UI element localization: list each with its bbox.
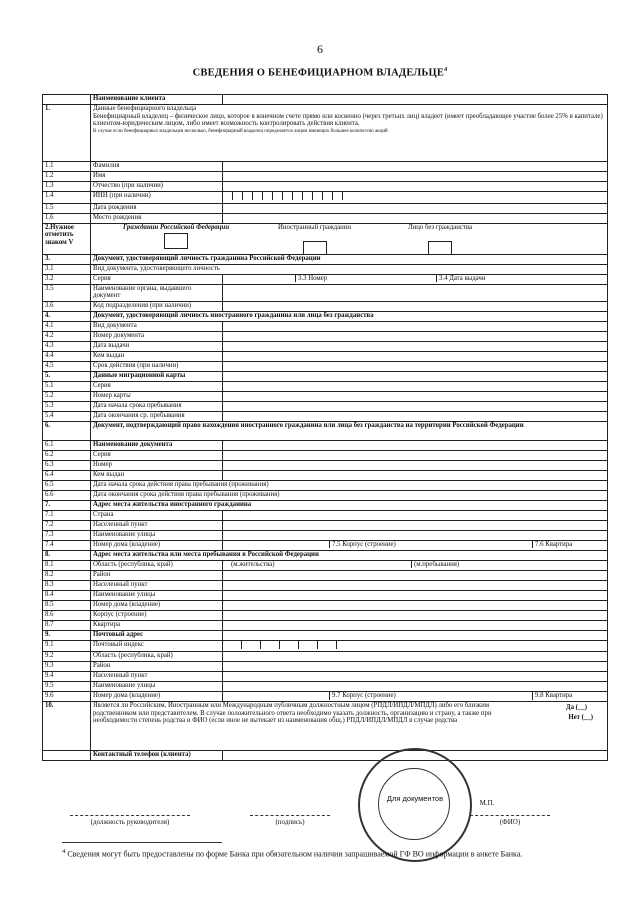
row-label: Серия	[91, 450, 223, 460]
row-num: 8.5	[43, 600, 91, 610]
doc-type-field[interactable]	[91, 264, 608, 274]
sec3-heading: Документ, удостоверяющий личность гражданина Российской Федерации	[91, 254, 608, 264]
position-signature[interactable]	[70, 805, 190, 826]
sec1-heading: Данные бенефициарного владельца	[93, 105, 196, 112]
sec2-num: 2.Нужное отметить знаком V	[43, 223, 91, 254]
pep-question-text: Является ли Российским, Иностранным или Международным публичным должностным лицом (РПДЛ/ИПДЛ/МПДЛ) либо его близким родственником или представителем. В случае положительного ответа необходимо указать должность, организацию и страну, а также при необходимости степень родства и ФИО (если иное не вытекает из наименования общ.) РПДЛ/ИПДЛ/МПДЛ в случае родства	[93, 702, 492, 725]
row-num: 8.4	[43, 590, 91, 600]
row-label: Номер дома (владение)	[91, 692, 223, 702]
row-label: Номер	[91, 460, 223, 470]
district-field[interactable]	[223, 570, 608, 580]
house-field[interactable]	[223, 600, 608, 610]
sec5-heading: Данные миграционной карты	[91, 371, 223, 381]
row-label: Населенный пункт	[91, 520, 223, 530]
row-num: 4.5	[43, 361, 91, 371]
row-label: Наименование органа, выдавшего документ	[91, 284, 223, 301]
region-field[interactable]	[223, 560, 608, 570]
fio-caption: (ФИО)	[499, 818, 521, 826]
migration-end-field[interactable]	[223, 411, 608, 421]
number-sublabel: 3.3 Номер	[295, 275, 436, 283]
row-label: Наименование улицы	[91, 590, 223, 600]
signature-field[interactable]	[250, 805, 330, 826]
checkbox[interactable]	[303, 241, 327, 254]
row-label: Дата выдачи	[91, 341, 223, 351]
row-label: Дата начала срока действия права пребывания (проживания)	[93, 480, 269, 488]
sec10-num: 10.	[43, 702, 91, 751]
citizenship-option-foreign[interactable]	[278, 224, 351, 255]
birth-date-field[interactable]	[223, 203, 608, 213]
row-num: 8.2	[43, 570, 91, 580]
row-num: 3.1	[43, 264, 91, 274]
stamp-text: Для документов	[386, 794, 444, 803]
row-label: Номер карты	[91, 391, 223, 401]
option-label: Гражданин Российской Федерации	[123, 223, 230, 231]
migration-series-field[interactable]	[223, 381, 608, 391]
row-num: 9.4	[43, 672, 91, 682]
row-label: Населенный пункт	[91, 580, 223, 590]
row-num: 1.1	[43, 162, 91, 172]
row-label: Наименование улицы	[91, 682, 223, 692]
row-label: Код подразделения (при наличии)	[91, 301, 223, 311]
building-field[interactable]	[223, 610, 608, 620]
row-label: Район	[91, 662, 223, 672]
row-label: Почтовый индекс	[91, 640, 223, 652]
row-num: 7.3	[43, 530, 91, 540]
division-code-field[interactable]	[223, 301, 608, 311]
row-num: 1.3	[43, 182, 91, 192]
row-label: Дата окончания срока действия права пребывания (проживания)	[93, 490, 280, 498]
sec4-heading: Документ, удостоверяющий личность иностранного гражданина или лица без гражданства	[91, 311, 608, 321]
sec8-heading: Адрес места жительства или места пребывания в Российской Федерации	[91, 550, 608, 560]
contact-num-cell	[43, 751, 91, 761]
sec7-heading: Адрес места жительства иностранного гражданина	[91, 500, 608, 510]
residence-doc-number-field[interactable]	[223, 460, 608, 470]
foreign-doc-validity-field[interactable]	[223, 361, 608, 371]
apartment-field[interactable]	[223, 620, 608, 630]
residence-doc-issuer-field[interactable]	[223, 470, 608, 480]
row-num: 5.1	[43, 381, 91, 391]
row-label: Квартира	[91, 620, 223, 630]
row-label: Срок действия (при наличии)	[91, 361, 223, 371]
row-label: Район	[91, 570, 223, 580]
birth-place-field[interactable]	[223, 213, 608, 223]
row-num: 6.5	[43, 480, 91, 490]
row-label: Вид документа, удостоверяющего личность	[93, 264, 220, 272]
citizenship-option-rf[interactable]	[123, 224, 229, 252]
building-sublabel: 9.7 Корпус (строение)	[329, 692, 532, 700]
row-label: Имя	[91, 172, 223, 182]
stay-col-label: (м.пребывания)	[411, 561, 459, 569]
footnote-text: Сведения могут быть предоставлены по форме Банка при обязательном наличии запрашиваемой ГФ ВО информации в анкете Банка.	[67, 849, 523, 859]
client-num-cell	[43, 95, 91, 105]
foreign-street-field[interactable]	[223, 530, 608, 540]
residence-end-field[interactable]	[91, 490, 608, 500]
foreign-doc-number-field[interactable]	[223, 331, 608, 341]
row-num: 3.6	[43, 301, 91, 311]
row-label: Вид документа	[91, 321, 223, 331]
row-label: Наименование документа	[91, 440, 223, 450]
fio-field[interactable]	[470, 805, 550, 826]
row-label: Кем выдан	[91, 351, 223, 361]
row-num: 1.2	[43, 172, 91, 182]
signature-block	[0, 799, 640, 835]
checkbox[interactable]	[428, 241, 452, 254]
patronymic-field[interactable]	[223, 182, 608, 192]
row-num: 8.1	[43, 560, 91, 570]
postal-index-field[interactable]	[223, 640, 608, 652]
row-label: Место рождения	[91, 213, 223, 223]
sec1-definition: Бенефициарный владелец – физическое лицо, которое в конечном счете прямо или косвенно (через третьих лиц) владеет (имеет преобладающее участие более 25% в капитале) клиентом-юридическим лицом, либо имеет возможность контролировать действия клиента.	[93, 112, 603, 128]
issue-date-sublabel: 3.4 Дата выдачи	[436, 275, 485, 283]
row-label: Дата рождения	[91, 203, 223, 213]
row-num: 4.2	[43, 331, 91, 341]
residence-doc-name-field[interactable]	[223, 440, 608, 450]
footnote	[62, 847, 602, 860]
postal-street-field[interactable]	[223, 682, 608, 692]
pep-no-option[interactable]: Нет (__)	[568, 714, 593, 722]
postal-locality-field[interactable]	[223, 672, 608, 682]
sec9-num: 9.	[43, 630, 91, 640]
surname-field[interactable]	[223, 162, 608, 172]
residence-col-label: (м.жительства)	[231, 560, 275, 568]
client-name-label: Наименование клиента	[91, 95, 223, 105]
row-label: Корпус (строение)	[91, 610, 223, 620]
row-num: 7.4	[43, 540, 91, 550]
sec6-num: 6.	[43, 421, 91, 440]
migration-start-field[interactable]	[223, 401, 608, 411]
foreign-locality-field[interactable]	[223, 520, 608, 530]
foreign-house-field[interactable]	[223, 540, 608, 550]
citizenship-option-stateless[interactable]	[408, 224, 472, 255]
row-num: 4.3	[43, 341, 91, 351]
row-num: 8.3	[43, 580, 91, 590]
row-num: 6.2	[43, 450, 91, 460]
pep-question	[91, 702, 608, 751]
sec7-num: 7.	[43, 500, 91, 510]
row-label: Серия	[91, 381, 223, 391]
beneficiary-form	[42, 94, 608, 761]
row-num: 6.3	[43, 460, 91, 470]
row-num: 6.6	[43, 490, 91, 500]
sec4-num: 4.	[43, 311, 91, 321]
checkbox[interactable]	[164, 233, 188, 249]
footnote-mark: 4	[62, 848, 66, 855]
sec9-heading: Почтовый адрес	[91, 630, 223, 640]
row-num: 6.1	[43, 440, 91, 450]
row-num: 8.7	[43, 620, 91, 630]
sec8-num: 8.	[43, 550, 91, 560]
row-num: 1.5	[43, 203, 91, 213]
pep-yes-option[interactable]: Да (__)	[565, 704, 587, 712]
apartment-sublabel: 7.6 Квартира	[532, 541, 572, 549]
sec9-heading-blank	[223, 630, 608, 640]
client-name-field[interactable]	[223, 95, 608, 105]
row-label: Номер документа	[91, 331, 223, 341]
row-label: Серия	[91, 274, 223, 284]
foreign-country-field[interactable]	[223, 510, 608, 520]
row-num: 9.6	[43, 692, 91, 702]
building-sublabel: 7.5 Корпус (строение)	[329, 541, 532, 549]
title-text: СВЕДЕНИЯ О БЕНЕФИЦИАРНОМ ВЛАДЕЛЬЦЕ	[192, 67, 445, 79]
row-label: Фамилия	[91, 162, 223, 172]
page-number: 6	[317, 42, 323, 56]
residence-doc-series-field[interactable]	[223, 450, 608, 460]
sec5-heading-blank	[223, 371, 608, 381]
postal-district-field[interactable]	[223, 662, 608, 672]
document-title	[0, 67, 640, 79]
row-num: 9.5	[43, 682, 91, 692]
row-num: 5.4	[43, 411, 91, 421]
row-label: Дата окончания ср. пребывания	[91, 411, 223, 421]
row-num: 1.4	[43, 192, 91, 204]
sec3-num: 3.	[43, 254, 91, 264]
row-label: Отчество (при наличии)	[91, 182, 223, 192]
row-num: 4.1	[43, 321, 91, 331]
sec1-note: В случае если бенефициарных владельцев несколько, бенефициарный владелец определяется лицом имеющих большее количество акций	[93, 128, 388, 134]
option-label: Лицо без гражданства	[408, 223, 472, 231]
sec6-heading: Документ, подтверждающий право нахождения иностранного гражданина или лица без гражданства на территории Российской Федерации	[91, 421, 608, 440]
stamp-place-label: М.П.	[479, 799, 495, 807]
row-num: 1.6	[43, 213, 91, 223]
foreign-doc-date-field[interactable]	[223, 341, 608, 351]
row-label: Область (республика, край)	[91, 560, 223, 570]
row-num: 9.3	[43, 662, 91, 672]
name-field[interactable]	[223, 172, 608, 182]
row-label: Страна	[91, 510, 223, 520]
sec5-num: 5.	[43, 371, 91, 381]
row-label: Номер дома (владение)	[91, 540, 223, 550]
row-num: 9.2	[43, 652, 91, 662]
row-label: Номер дома (владение)	[91, 600, 223, 610]
row-num: 4.4	[43, 351, 91, 361]
footnote-divider	[62, 842, 222, 843]
street-field[interactable]	[223, 590, 608, 600]
row-num: 7.1	[43, 510, 91, 520]
postal-region-field[interactable]	[223, 652, 608, 662]
row-num: 3.5	[43, 284, 91, 301]
foreign-doc-issuer-field[interactable]	[223, 351, 608, 361]
migration-number-field[interactable]	[223, 391, 608, 401]
row-label: ИНН (при наличии)	[91, 192, 223, 204]
row-num: 8.6	[43, 610, 91, 620]
series-number-date-field[interactable]	[223, 274, 608, 284]
row-num: 5.3	[43, 401, 91, 411]
contact-phone-label: Контактный телефон (клиента)	[91, 751, 223, 761]
locality-field[interactable]	[223, 580, 608, 590]
row-label: Населенный пункт	[91, 672, 223, 682]
row-num: 9.1	[43, 640, 91, 652]
row-num: 7.2	[43, 520, 91, 530]
option-label: Иностранный гражданин	[278, 223, 352, 231]
row-label: Дата начала срока пребывания	[91, 401, 223, 411]
issuing-authority-field[interactable]	[223, 284, 608, 301]
row-num: 5.2	[43, 391, 91, 401]
row-num: 3.2	[43, 274, 91, 284]
residence-start-field[interactable]	[91, 480, 608, 490]
inn-field[interactable]	[223, 192, 608, 204]
foreign-doc-type-field[interactable]	[223, 321, 608, 331]
sec1-num: 1.	[43, 105, 91, 162]
citizenship-row	[91, 223, 608, 254]
sec1-description	[91, 105, 608, 162]
title-footnote-mark: 4	[444, 67, 448, 73]
apartment-sublabel: 9.8 Квартира	[532, 692, 572, 700]
row-num: 6.4	[43, 470, 91, 480]
row-label: Кем выдан	[91, 470, 223, 480]
signature-caption: (подпись)	[275, 818, 305, 826]
row-label: Наименование улицы	[91, 530, 223, 540]
postal-house-field[interactable]	[223, 692, 608, 702]
position-caption: (должность руководителя)	[90, 818, 170, 826]
row-label: Область (республика, край)	[91, 652, 223, 662]
